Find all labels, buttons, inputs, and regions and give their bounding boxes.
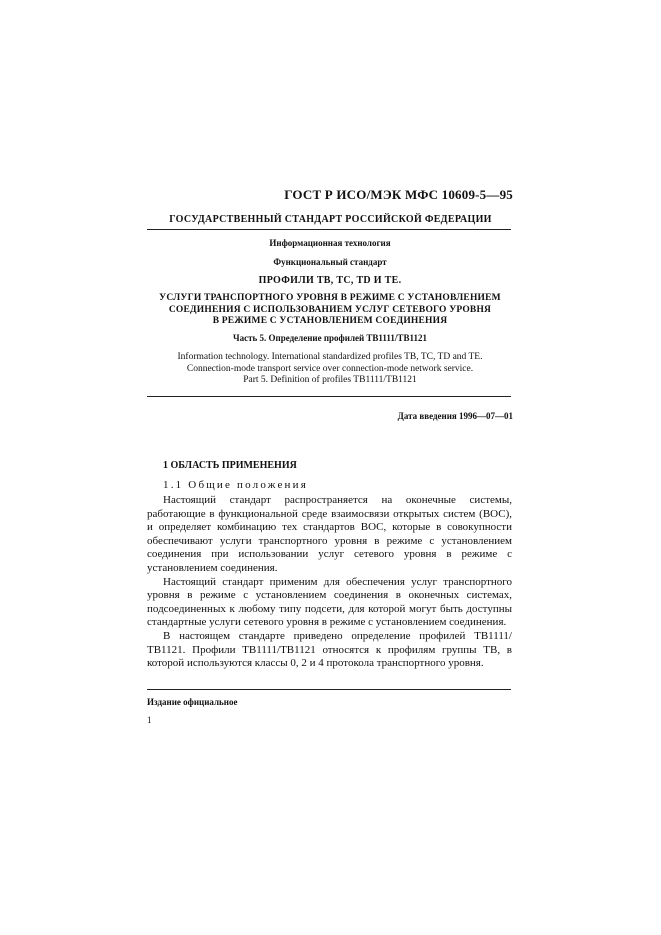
document-code: ГОСТ Р ИСО/МЭК МФС 10609-5—95 bbox=[284, 187, 513, 202]
paragraph: В настоящем стандарте приведено определение профилей ТВ1111/ТВ1121. Профили ТВ1111/ТВ1121 относятся к профилям группы ТВ, в которой используются классы 0, 2 и 4 протокола транспортного уровня. bbox=[147, 629, 512, 670]
services-title-line: В РЕЖИМЕ С УСТАНОВЛЕНИЕМ СОЕДИНЕНИЯ bbox=[212, 316, 448, 326]
services-title bbox=[147, 293, 513, 328]
body-text bbox=[147, 494, 512, 671]
subsection-heading: 1.1 Общие положения bbox=[163, 479, 308, 491]
english-title-line: Part 5. Definition of profiles TB1111/TB1121 bbox=[243, 375, 417, 385]
introduction-date: Дата введения 1996—07—01 bbox=[397, 411, 513, 421]
standard-title: ГОСУДАРСТВЕННЫЙ СТАНДАРТ РОССИЙСКОЙ ФЕДЕРАЦИИ bbox=[169, 214, 492, 225]
english-title bbox=[147, 352, 513, 387]
official-edition-label: Издание официальное bbox=[147, 697, 238, 707]
info-tech-title: Информационная технология bbox=[269, 238, 391, 248]
profiles-title: ПРОФИЛИ ТВ, ТС, TD И ТЕ. bbox=[258, 275, 402, 286]
paragraph: Настоящий стандарт распространяется на оконечные системы, работающие в функциональной среде взаимосвязи открытых систем (ВОС), и определяет комбинацию тех стандартов ВОС, которые в совокупности обеспечивают услуги транспортного уровня в режиме с установлением соединения при использовании услуг сетевого уровня в режиме с установлением соединения. bbox=[147, 494, 512, 574]
english-title-line: Connection-mode transport service over connection-mode network service. bbox=[186, 363, 474, 374]
page-number: 1 bbox=[147, 715, 152, 725]
top-divider bbox=[147, 229, 511, 230]
services-title-line: УСЛУГИ ТРАНСПОРТНОГО УРОВНЯ В РЕЖИМЕ С УСТАНОВЛЕНИЕМ bbox=[159, 293, 501, 303]
title-divider bbox=[147, 396, 511, 397]
section-heading: 1 ОБЛАСТЬ ПРИМЕНЕНИЯ bbox=[163, 460, 297, 471]
services-title-line: СОЕДИНЕНИЯ С ИСПОЛЬЗОВАНИЕМ УСЛУГ СЕТЕВОГО УРОВНЯ bbox=[168, 304, 492, 315]
part-title-ru: Часть 5. Определение профилей ТВ1111/ТВ1121 bbox=[233, 333, 427, 343]
paragraph: Настоящий стандарт применим для обеспечения услуг транспортного уровня в режиме с установлением соединения в оконечных системах, подсоединенных к любому типу подсети, для которой могут быть доступны стандартные услуги сетевого уровня в режиме с установлением соединения. bbox=[147, 575, 512, 629]
english-title-line: Information technology. International standardized profiles TB, TC, TD and TE. bbox=[177, 352, 483, 362]
functional-standard-title: Функциональный стандарт bbox=[273, 257, 387, 267]
footer-divider bbox=[147, 689, 511, 690]
